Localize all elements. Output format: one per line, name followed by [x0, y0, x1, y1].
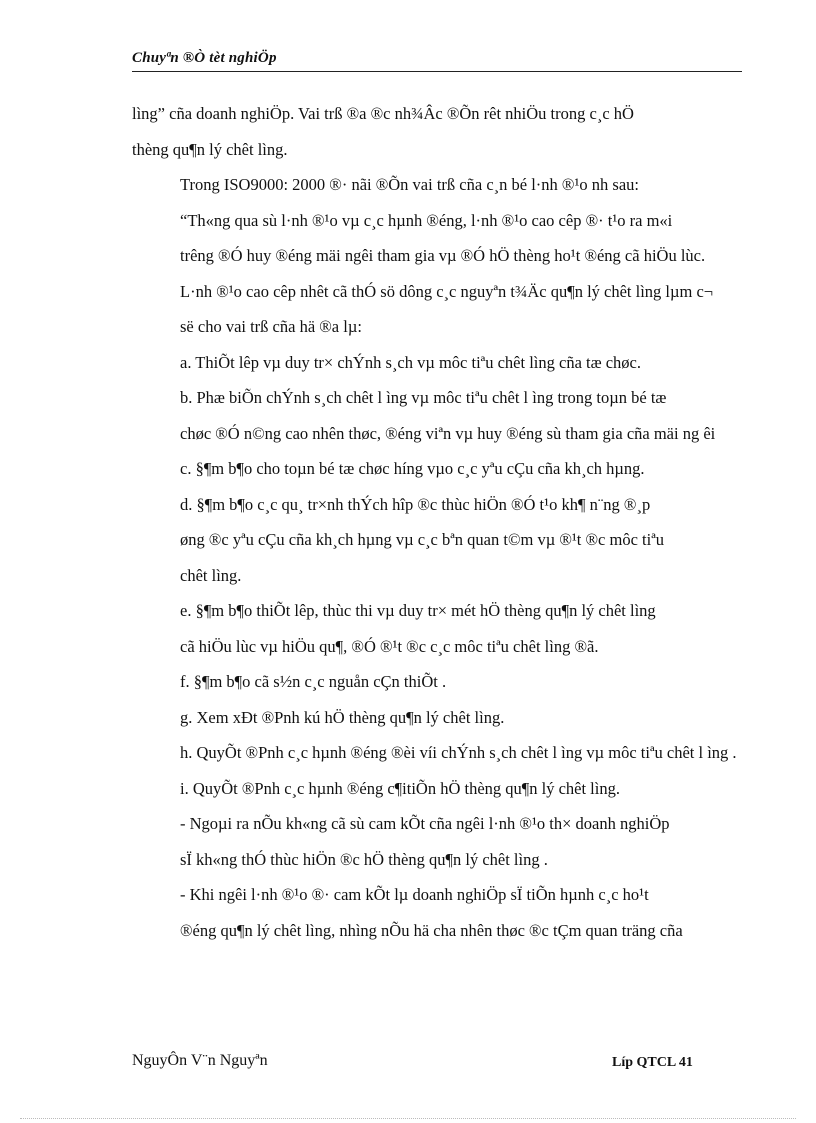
paragraph: [132, 735, 742, 771]
paragraph: [132, 664, 742, 700]
text-line: sÏ kh«ng thÓ thùc hiÖn ®c hÖ thèng qu¶n lý chêt lìng .: [180, 849, 548, 869]
text-line: a. ThiÕt lêp vµ duy tr× chÝnh s¸ch vµ môc tiªu chêt lìng cña tæ chøc.: [180, 352, 642, 372]
page-header-title: Chuyªn ®Ò tèt nghiÖp: [132, 50, 277, 66]
page-bottom-edge: [20, 1118, 796, 1119]
text-line: “Th«ng qua sù l·nh ®¹o vµ c¸c hµnh ®éng, l·nh ®¹o cao cêp ®· t¹o ra m«i: [180, 210, 673, 230]
text-line: thèng qu¶n lý chêt lìng.: [132, 139, 288, 159]
text-line: - Ngoµi ra nÕu kh«ng cã sù cam kÕt cña ngêi l·nh ®¹o th× doanh nghiÖp: [180, 814, 670, 833]
paragraph: [132, 806, 742, 877]
text-line: chêt lìng.: [180, 565, 242, 585]
paragraph: [132, 203, 742, 345]
footer-author: NguyÔn V¨n Nguyªn: [132, 1052, 268, 1069]
text-line: b. Phæ biÕn chÝnh s¸ch chêt l ìng vµ môc tiªu chêt l ìng trong toµn bé tæ: [180, 388, 667, 407]
footer-class-label: Líp QTCL 41: [612, 1055, 693, 1070]
paragraph: [132, 877, 742, 948]
paragraph: [132, 380, 742, 451]
text-line: øng ®c yªu cÇu cña kh¸ch hµng vµ c¸c bªn quan t©m vµ ®¹t ®c môc tiªu: [180, 530, 665, 549]
text-line: d. §¶m b¶o c¸c qu¸ tr×nh thÝch hîp ®c thùc hiÖn ®Ó t¹o kh¶ n¨ng ®¸p: [180, 494, 651, 514]
text-line: e. §¶m b¶o thiÕt lêp, thùc thi vµ duy tr× mét hÖ thèng qu¶n lý chêt lìng: [180, 601, 656, 620]
text-line: Trong ISO9000: 2000 ®· nãi ®Õn vai trß cña c¸n bé l·nh ®¹o nh sau:: [180, 175, 639, 194]
text-line: c. §¶m b¶o cho toµn bé tæ chøc híng vµo c¸c yªu cÇu cña kh¸ch hµng.: [180, 459, 645, 478]
text-line: i. QuyÕt ®Pnh c¸c hµnh ®éng c¶itiÕn hÖ thèng qu¶n lý chêt lìng.: [180, 778, 620, 798]
paragraph: [132, 96, 742, 167]
text-line: së cho vai trß cña hä ®a lµ:: [180, 317, 362, 336]
paragraph: [132, 593, 742, 664]
text-line: f. §¶m b¶o cã s½n c¸c nguån cÇn thiÕt .: [180, 672, 447, 691]
paragraph: [132, 345, 742, 381]
text-line: g. Xem xÐt ®Pnh kú hÖ thèng qu¶n lý chêt lìng.: [180, 707, 505, 727]
paragraph: [132, 771, 742, 807]
text-line: chøc ®Ó n©ng cao nhên thøc, ®éng viªn vµ huy ®éng sù tham gia cña mäi ng êi: [180, 423, 716, 443]
text-line: cã hiÖu lùc vµ hiÖu qu¶, ®Ó ®¹t ®c c¸c môc tiªu chêt lìng ®ã.: [180, 636, 599, 656]
text-line: trêng ®Ó huy ®éng mäi ngêi tham gia vµ ®Ó hÖ thèng ho¹t ®éng cã hiÖu lùc.: [180, 246, 706, 265]
text-line: ®éng qu¶n lý chêt lìng, nhìng nÕu hä cha nhên thøc ®c tÇm quan träng cña: [180, 920, 683, 940]
paragraph: [132, 700, 742, 736]
text-line: h. QuyÕt ®Pnh c¸c hµnh ®éng ®èi víi chÝnh s¸ch chêt l ìng vµ môc tiªu chêt l ìng .: [180, 743, 737, 762]
text-line: lìng” cña doanh nghiÖp. Vai trß ®a ®c nh¾Âc ®Õn rêt nhiÖu trong c¸c hÖ: [132, 104, 634, 123]
paragraph: [132, 167, 742, 203]
paragraph: [132, 451, 742, 487]
text-line: L·nh ®¹o cao cêp nhêt cã thÓ sö dông c¸c nguyªn t¾Äc qu¶n lý chêt lìng lµm c¬: [180, 281, 714, 301]
paragraph: [132, 487, 742, 594]
header-divider: [132, 71, 742, 72]
text-line: - Khi ngêi l·nh ®¹o ®· cam kÕt lµ doanh nghiÖp sÏ tiÕn hµnh c¸c ho¹t: [180, 885, 649, 904]
document-body: [132, 96, 742, 948]
